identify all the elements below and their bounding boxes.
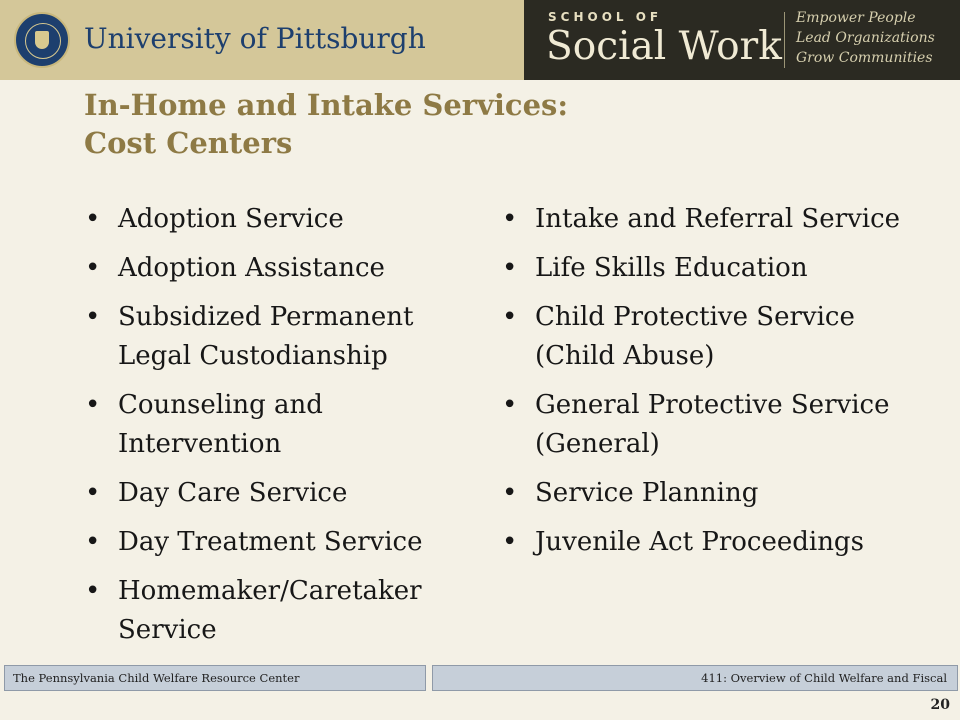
slide-title [84, 86, 568, 162]
list-item: • Adoption Assistance [83, 249, 488, 288]
footer-organization: The Pennsylvania Child Welfare Resource Center [4, 665, 426, 691]
university-name: University of Pittsburgh [84, 22, 426, 55]
tagline-1: Empower People [796, 10, 916, 26]
list-item: • Subsidized Permanent Legal Custodianship [83, 298, 488, 376]
list-item: • Service Planning [500, 474, 930, 513]
list-item: • Counseling and Intervention [83, 386, 488, 464]
left-bullet-list [83, 200, 488, 660]
list-item: • Adoption Service [83, 200, 488, 239]
list-item: • Intake and Referral Service [500, 200, 930, 239]
list-item: • Homemaker/Caretaker Service [83, 572, 488, 650]
list-item: • Juvenile Act Proceedings [500, 523, 930, 562]
university-seal-icon [14, 12, 70, 68]
banner-divider [784, 12, 785, 68]
slide-title-line-2: Cost Centers [84, 126, 293, 160]
right-bullet-list [500, 200, 930, 572]
tagline-2: Lead Organizations [796, 30, 935, 46]
tagline-3: Grow Communities [796, 50, 933, 66]
slide-title-line-1: In-Home and Intake Services: [84, 88, 569, 122]
list-item: • Child Protective Service (Child Abuse) [500, 298, 930, 376]
slide-header [0, 0, 960, 80]
list-item: • Life Skills Education [500, 249, 930, 288]
school-name: Social Work [546, 24, 782, 69]
university-banner [0, 0, 524, 80]
list-item: • Day Treatment Service [83, 523, 488, 562]
list-item: • General Protective Service (General) [500, 386, 930, 464]
page-number: 20 [930, 697, 950, 713]
list-item: • Day Care Service [83, 474, 488, 513]
footer-course-title: 411: Overview of Child Welfare and Fiscal [432, 665, 958, 691]
school-banner [524, 0, 960, 80]
school-of-label: SCHOOL OF [548, 10, 663, 24]
